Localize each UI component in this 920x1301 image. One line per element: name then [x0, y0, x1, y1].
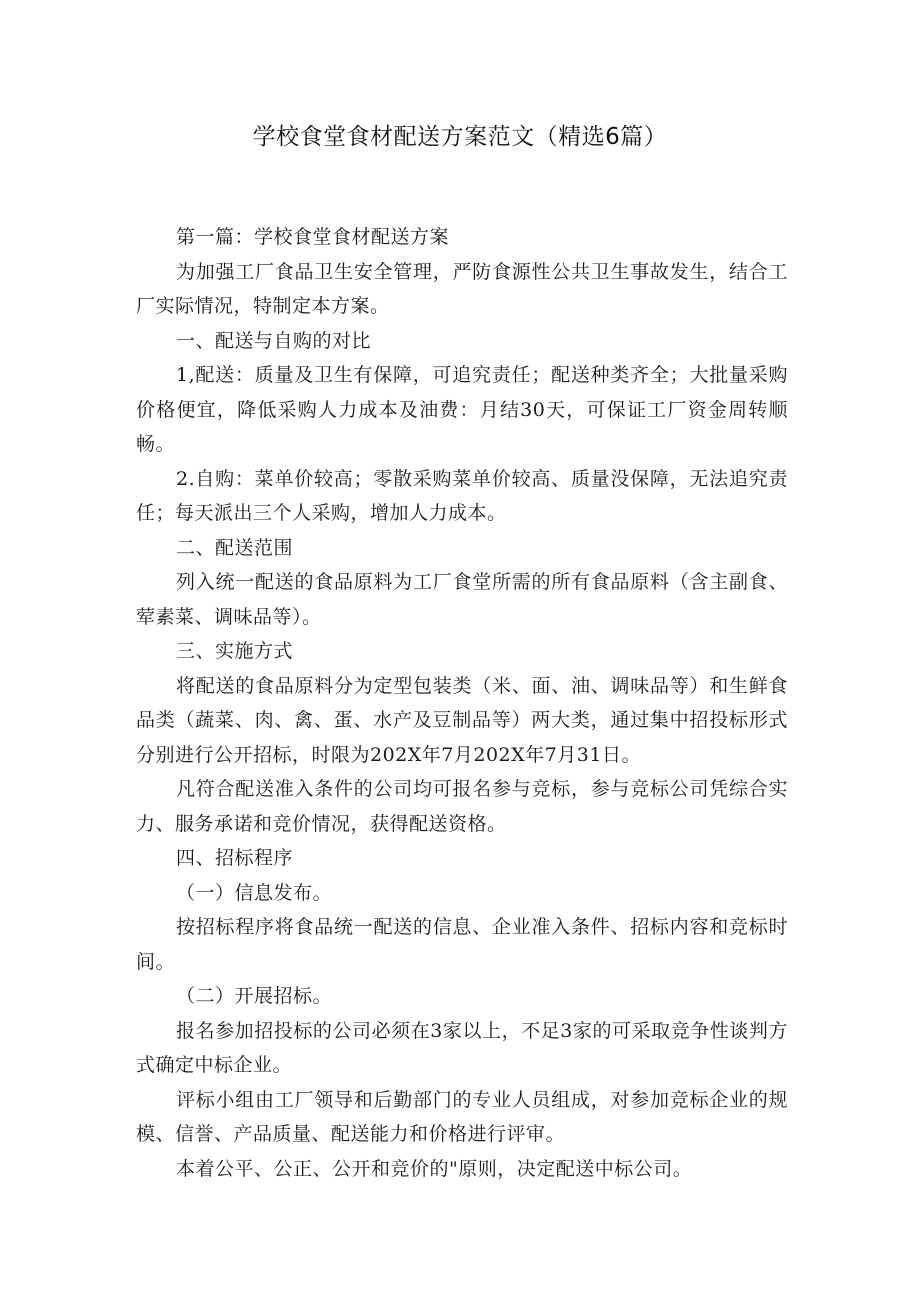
body-paragraph: 凡符合配送准入条件的公司均可报名参与竞标，参与竞标公司凭综合实力、服务承诺和竞价情况，获得配送资格。 [136, 778, 788, 835]
body-paragraph: 1,配送：质量及卫生有保障，可追究责任；配送种类齐全；大批量采购价格便宜，降低采购人力成本及油费：月结30天，可保证工厂资金周转顺畅。 [136, 364, 788, 455]
body-paragraph: 本着公平、公正、公开和竞价的"原则，决定配送中标公司。 [176, 1157, 693, 1180]
body-paragraph: 评标小组由工厂领导和后勤部门的专业人员组成，对参加竞标企业的规模、信誉、产品质量、配送能力和价格进行评审。 [136, 1088, 788, 1145]
document-body [136, 220, 788, 1186]
body-paragraph: 为加强工厂食品卫生安全管理，严防食源性公共卫生事故发生，结合工厂实际情况，特制定本方案。 [136, 260, 788, 317]
body-paragraph: 将配送的食品原料分为定型包装类（米、面、油、调味品等）和生鲜食品类（蔬菜、肉、禽、蛋、水产及豆制品等）两大类，通过集中招投标形式分别进行公开招标，时限为202X年7月202X年7月31日。 [136, 674, 788, 766]
section-heading: 三、实施方式 [176, 640, 294, 662]
section-heading: 第一篇：学校食堂食材配送方案 [176, 226, 450, 248]
body-paragraph: 按招标程序将食品统一配送的信息、企业准入条件、招标内容和竞标时间。 [136, 916, 788, 973]
document-title: 学校食堂食材配送方案范文（精选6篇） [252, 124, 668, 150]
body-paragraph: 2.自购：菜单价较高；零散采购菜单价较高、质量没保障，无法追究责任；每天派出三个人采购，增加人力成本。 [136, 467, 788, 524]
subsection-heading: （二）开展招标。 [176, 985, 333, 1007]
subsection-heading: （一）信息发布。 [176, 881, 333, 904]
section-heading: 二、配送范围 [176, 536, 294, 559]
body-paragraph: 列入统一配送的食品原料为工厂食堂所需的所有食品原料（含主副食、荤素菜、调味品等）。 [136, 571, 788, 628]
body-paragraph: 报名参加招投标的公司必须在3家以上，不足3家的可采取竞争性谈判方式确定中标企业。 [136, 1019, 788, 1076]
section-heading: 一、配送与自购的对比 [176, 329, 372, 352]
section-heading: 四、招标程序 [176, 847, 294, 869]
